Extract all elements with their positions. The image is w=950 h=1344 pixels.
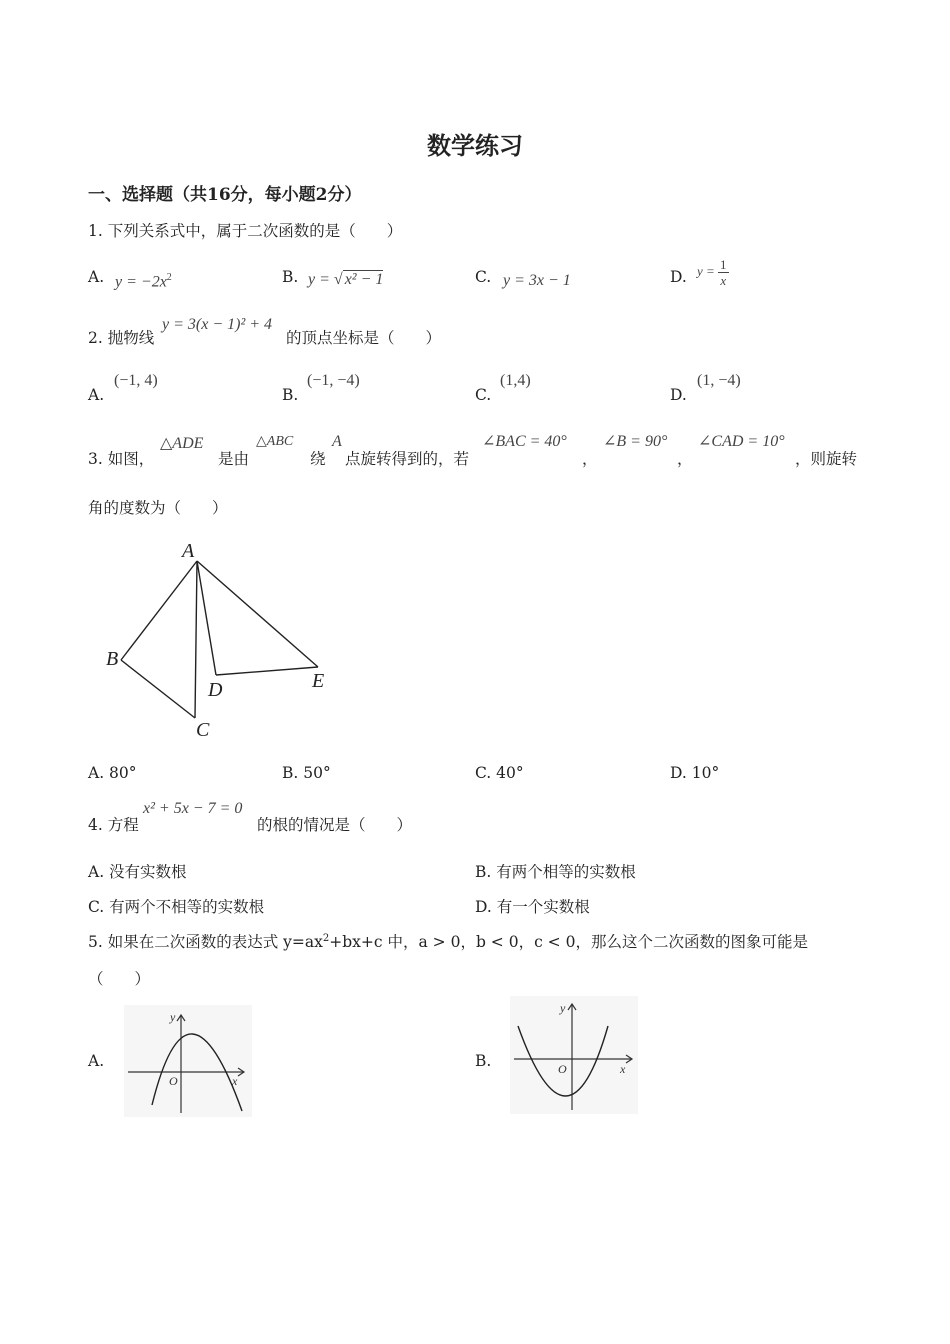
q2-option-b-label: B. (282, 386, 299, 404)
q5-stem-paren: （ ） (88, 970, 151, 988)
q5-option-a-label: A. (88, 1052, 105, 1070)
q1-option-c-math: y = 3x − 1 (503, 272, 571, 289)
q1-option-b-math: y = √ x² − 1 (308, 271, 384, 288)
q1-option-d-math: y = $\frac{1}{x}$ (697, 257, 727, 288)
q3-math-bac: ∠BAC = 40° (482, 433, 567, 450)
q2-option-d-label: D. (670, 386, 687, 404)
q4-option-a: A. 没有实数根 (88, 863, 187, 881)
q3-math-b: ∠B = 90° (603, 433, 668, 450)
q2-option-d-math: (1, −4) (697, 372, 741, 389)
q4-option-d: D. 有一个实数根 (475, 898, 590, 916)
q3-label-d: D (208, 679, 223, 701)
q1-option-a-math: $y = -2x^2$ (115, 272, 172, 291)
q3-math-abc: △ABC (256, 434, 294, 449)
q3-stem-5: ，则旋转 (795, 450, 858, 468)
q3-option-d: D. 10° (670, 764, 720, 782)
q5-stem: 5. 如果在二次函数的表达式 $y=ax^2+bx+c$ 中，a > 0，b < 0，c < 0，那么这个二次函数的图象可能是 (88, 932, 808, 951)
q3-label-b: B (106, 648, 119, 670)
q1-option-a-label: A. (88, 268, 105, 286)
q3-sep-1: ， (582, 450, 598, 468)
q2-option-a-label: A. (88, 386, 105, 404)
q3-stem-4: 点旋转得到的，若 (345, 450, 470, 468)
q5-b-axis-x: x (620, 1062, 626, 1076)
q3-stem-3: 绕 (310, 450, 326, 468)
q5-b-axis-y: y (560, 1001, 566, 1015)
q4-option-c: C. 有两个不相等的实数根 (88, 898, 265, 916)
q2-stem-prefix: 2. 抛物线 (88, 329, 155, 347)
q4-option-b: B. 有两个相等的实数根 (475, 863, 636, 881)
q3-option-b: B. 50° (282, 764, 331, 782)
q5-a-axis-x: x (232, 1074, 238, 1088)
q3-stem-2: 是由 (218, 450, 250, 468)
q2-stem-math: y = 3(x − 1)² + 4 (162, 316, 273, 333)
q3-option-a: A. 80° (88, 764, 137, 782)
q1-stem: 1. 下列关系式中，属于二次函数的是（ ） (88, 222, 403, 240)
q3-math-ade: △ADE (160, 435, 204, 452)
q2-option-a-math: (−1, 4) (114, 372, 158, 389)
q2-option-b-math: (−1, −4) (307, 372, 360, 389)
q2-option-c-math: (1,4) (500, 372, 531, 389)
q3-sep-2: ， (677, 450, 693, 468)
q4-stem-suffix: 的根的情况是（ ） (257, 816, 413, 834)
q1-option-c-label: C. (475, 268, 492, 286)
q1-option-d-label: D. (670, 268, 687, 286)
q2-stem-suffix: 的顶点坐标是（ ） (286, 329, 442, 347)
q3-stem-6: 角的度数为（ ） (88, 499, 228, 517)
q3-label-c: C (196, 719, 210, 741)
q3-stem-1: 3. 如图， (88, 450, 155, 468)
section-heading: 一、选择题（共16分，每小题2分） (88, 185, 362, 205)
q2-option-c-label: C. (475, 386, 492, 404)
q5-b-origin: O (558, 1062, 567, 1076)
q5-a-origin: O (169, 1074, 178, 1088)
q5-option-b-label: B. (475, 1052, 492, 1070)
q1-option-b-label: B. (282, 268, 299, 286)
q5-option-b-graph (510, 996, 638, 1114)
q4-stem-math: x² + 5x − 7 = 0 (143, 800, 243, 817)
q3-label-e: E (312, 670, 325, 692)
q3-option-c: C. 40° (475, 764, 524, 782)
q3-math-cad: ∠CAD = 10° (698, 433, 785, 450)
page-title: 数学练习 (427, 131, 523, 160)
q5-a-axis-y: y (170, 1010, 176, 1024)
q3-math-a: A (332, 433, 342, 450)
q5-option-a-graph (124, 1005, 252, 1117)
q3-triangle-figure (95, 535, 345, 745)
q3-label-a: A (182, 540, 195, 562)
q4-stem-prefix: 4. 方程 (88, 816, 139, 834)
